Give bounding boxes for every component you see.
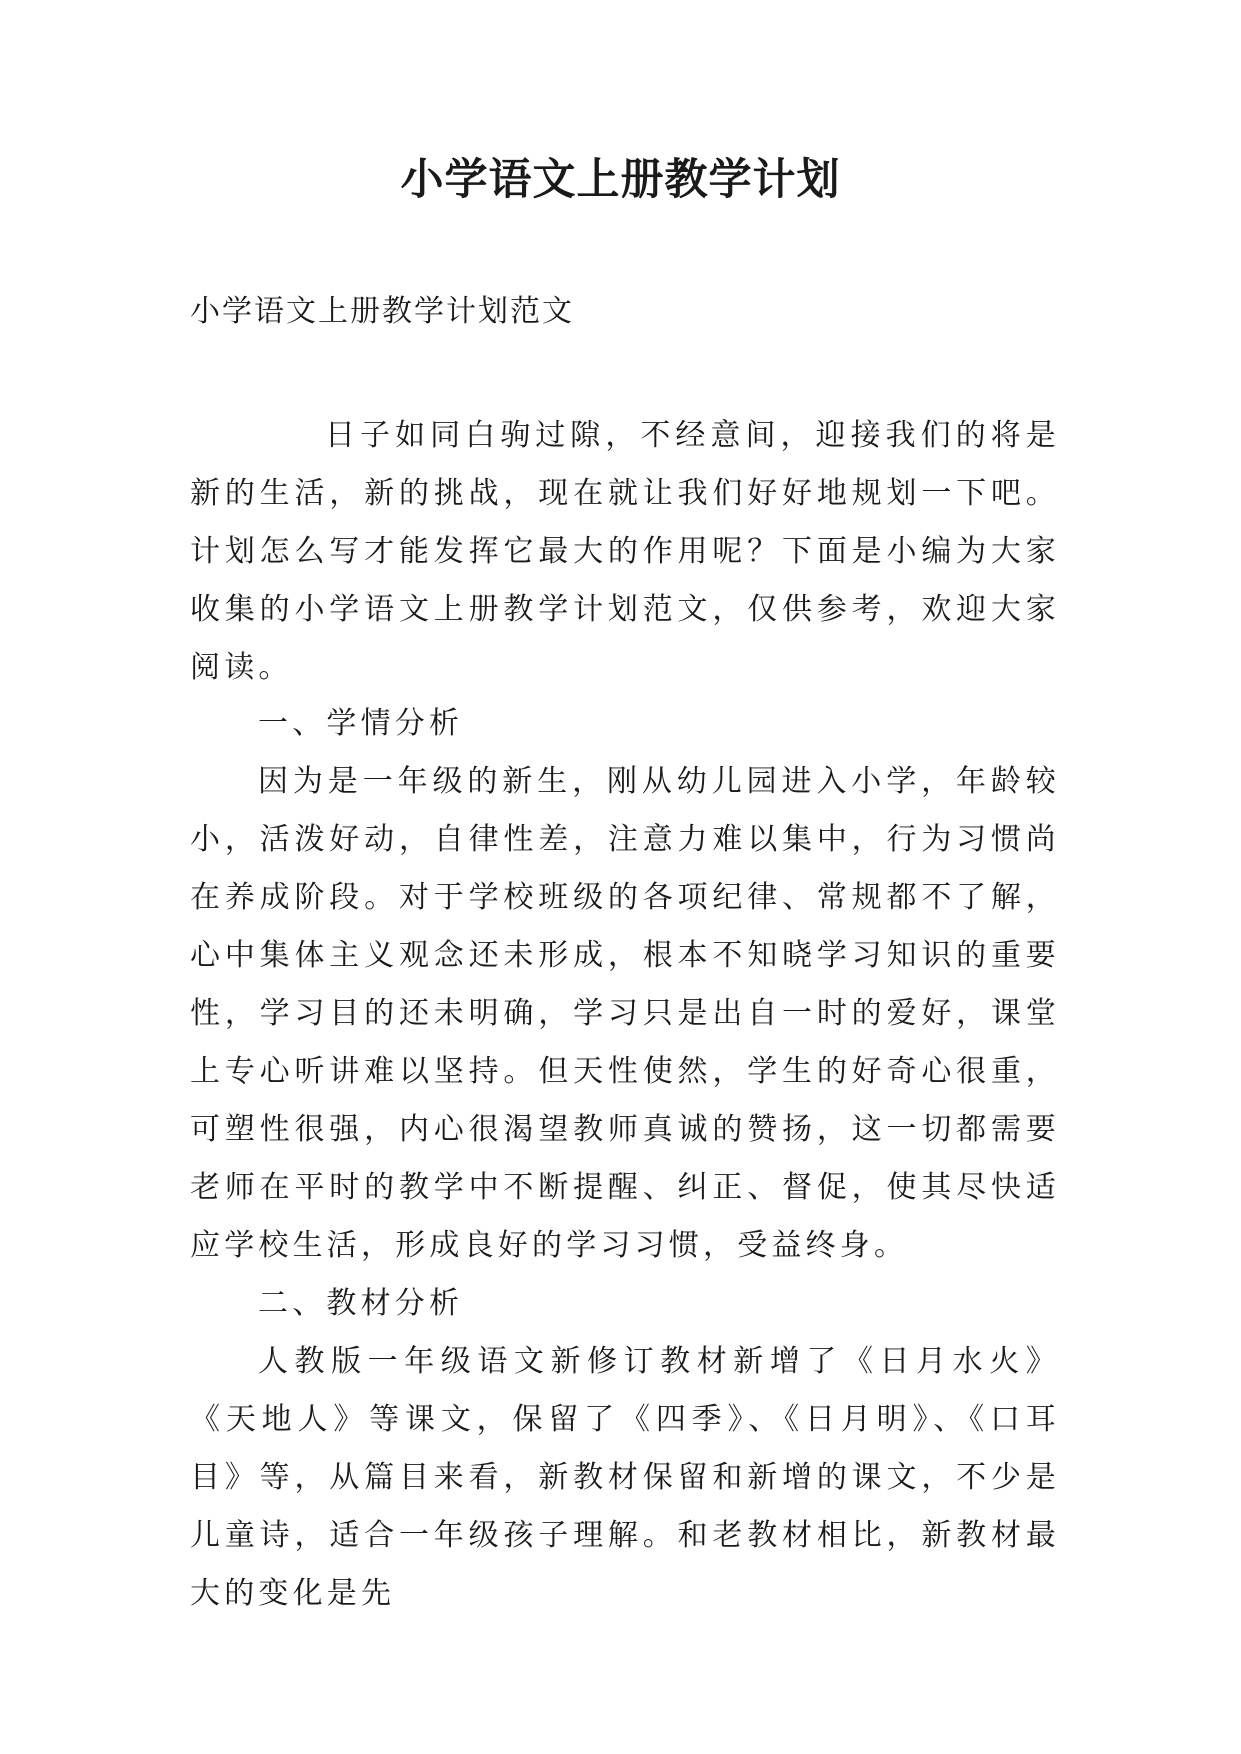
document-body-sections	[190, 695, 1060, 1623]
document-subtitle: 小学语文上册教学计划范文	[190, 294, 574, 329]
intro-paragraph: 日子如同白驹过隙，不经意间，迎接我们的将是新的生活，新的挑战，现在就让我们好好地规划一下吧。计划怎么写才能发挥它最大的作用呢？下面是小编为大家收集的小学语文上册教学计划范文，仅供参考，欢迎大家阅读。	[190, 418, 1060, 685]
section-heading-learning-analysis: 一、学情分析	[258, 706, 464, 741]
section-paragraph-learning-analysis: 因为是一年级的新生，刚从幼儿园进入小学，年龄较小，活泼好动，自律性差，注意力难以集中，行为习惯尚在养成阶段。对于学校班级的各项纪律、常规都不了解，心中集体主义观念还未形成，根本不知晓学习知识的重要性，学习目的还未明确，学习只是出自一时的爱好，课堂上专心听讲难以坚持。但天性使然，学生的好奇心很重，可塑性很强，内心很渴望教师真诚的赞扬，这一切都需要老师在平时的教学中不断提醒、纠正、督促，使其尽快适应学校生活，形成良好的学习习惯，受益终身。	[190, 764, 1060, 1263]
document-title: 小学语文上册教学计划	[400, 155, 841, 205]
section-heading-textbook-analysis: 二、教材分析	[258, 1286, 464, 1321]
section-paragraph-textbook-analysis: 人教版一年级语文新修订教材新增了《日月水火》《天地人》等课文，保留了《四季》、《日月明》、《口耳目》等，从篇目来看，新教材保留和新增的课文，不少是儿童诗，适合一年级孩子理解。和老教材相比，新教材最大的变化是先	[190, 1344, 1060, 1611]
